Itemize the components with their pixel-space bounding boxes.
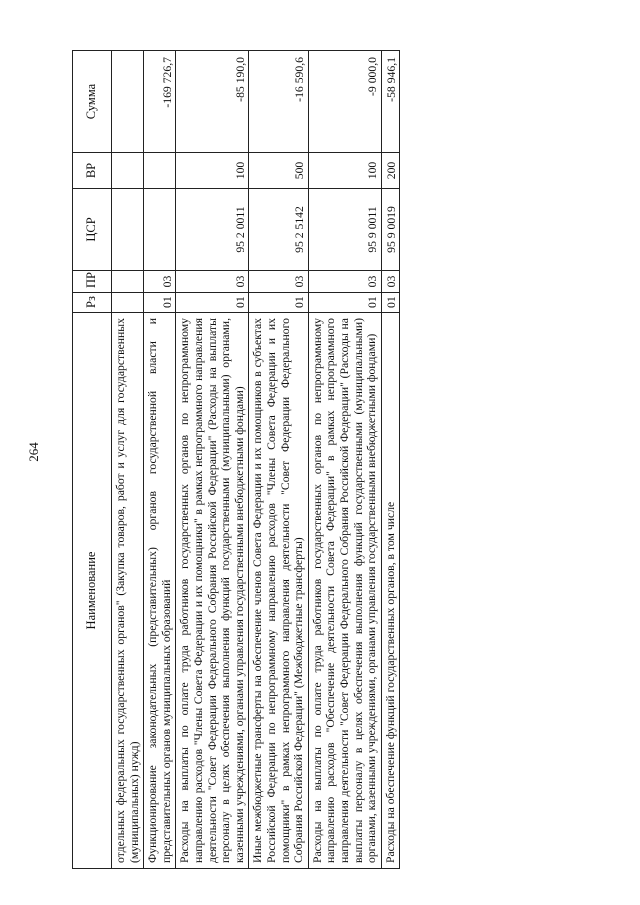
- row-name: Расходы на обеспечение функций государственных органов, в том числе: [381, 313, 400, 869]
- table-row: [112, 51, 144, 869]
- row-sum: -58 946,1: [381, 51, 400, 153]
- table-row: [308, 51, 381, 869]
- row-sum: [112, 51, 144, 153]
- header-pr: ПР: [73, 271, 112, 293]
- row-sum: -85 190,0: [176, 51, 249, 153]
- row-name: Функционирование законодательных (представительных) органов государственной власти и представительных органов муниципальных образований: [144, 313, 176, 869]
- budget-table: [72, 50, 400, 869]
- row-sum: -169 726,7: [144, 51, 176, 153]
- row-sum: -9 000,0: [308, 51, 381, 153]
- row-rz: 01: [381, 293, 400, 313]
- row-rz: [112, 293, 144, 313]
- row-rz: 01: [308, 293, 381, 313]
- table-row: [144, 51, 176, 869]
- row-sum: -16 590,6: [249, 51, 308, 153]
- row-rz: 01: [144, 293, 176, 313]
- row-csr: [112, 189, 144, 271]
- header-rz: Рз: [73, 293, 112, 313]
- table-row: [176, 51, 249, 869]
- row-pr: 03: [249, 271, 308, 293]
- row-csr: 95 2 0011: [176, 189, 249, 271]
- row-name: Расходы на выплаты по оплате труда работников государственных органов по непрограммному направлению расходов "Члены Совета Федерации и их помощники" в рамках непрограммного направления деятельности "Совет Федерации Федерального Собрания Российской Федерации" (Расходы на выплаты персоналу в целях обеспечения выполнения функций государственными (муниципальными) органами, казенными учреждениями, органами управления государственными внебюджетными фондами): [176, 313, 249, 869]
- row-pr: 03: [176, 271, 249, 293]
- row-rz: 01: [249, 293, 308, 313]
- row-csr: 95 9 0011: [308, 189, 381, 271]
- header-vr: ВР: [73, 153, 112, 189]
- header-name: Наименование: [73, 313, 112, 869]
- table-row: [249, 51, 308, 869]
- row-vr: [112, 153, 144, 189]
- page-number: 264: [26, 442, 41, 462]
- row-pr: 03: [381, 271, 400, 293]
- row-pr: 03: [144, 271, 176, 293]
- header-csr: ЦСР: [73, 189, 112, 271]
- budget-table-container: [72, 51, 604, 869]
- row-csr: 95 2 5142: [249, 189, 308, 271]
- row-vr: 200: [381, 153, 400, 189]
- row-vr: 100: [308, 153, 381, 189]
- table-header-row: [73, 51, 112, 869]
- table-row: [381, 51, 400, 869]
- row-name: Расходы на выплаты по оплате труда работников государственных органов по непрограммному направлению расходов "Обеспечение деятельности Совета Федерации" в рамках непрограммного направления деятельности "Совет Федерации Федерального Собрания Российской Федерации" (Расходы на выплаты персоналу в целях обеспечения выполнения функций государственными (муниципальными) органами, казенными учреждениями, органами управления государственными внебюджетными фондами): [308, 313, 381, 869]
- row-name: Иные межбюджетные трансферты на обеспечение членов Совета Федерации и их помощников в субъектах Российской Федерации по непрограммному направлению расходов "Члены Совета Федерации и их помощники" в рамках непрограммного направления деятельности "Совет Федерации Федерального Собрания Российской Федерации" (Межбюджетные трансферты): [249, 313, 308, 869]
- row-vr: [144, 153, 176, 189]
- row-csr: 95 9 0019: [381, 189, 400, 271]
- row-rz: 01: [176, 293, 249, 313]
- row-pr: 03: [308, 271, 381, 293]
- header-sum: Сумма: [73, 51, 112, 153]
- row-vr: 500: [249, 153, 308, 189]
- row-csr: [144, 189, 176, 271]
- row-name: отдельных федеральных государственных органов" (Закупка товаров, работ и услуг для государственных (муниципальных) нужд): [112, 313, 144, 869]
- row-pr: [112, 271, 144, 293]
- row-vr: 100: [176, 153, 249, 189]
